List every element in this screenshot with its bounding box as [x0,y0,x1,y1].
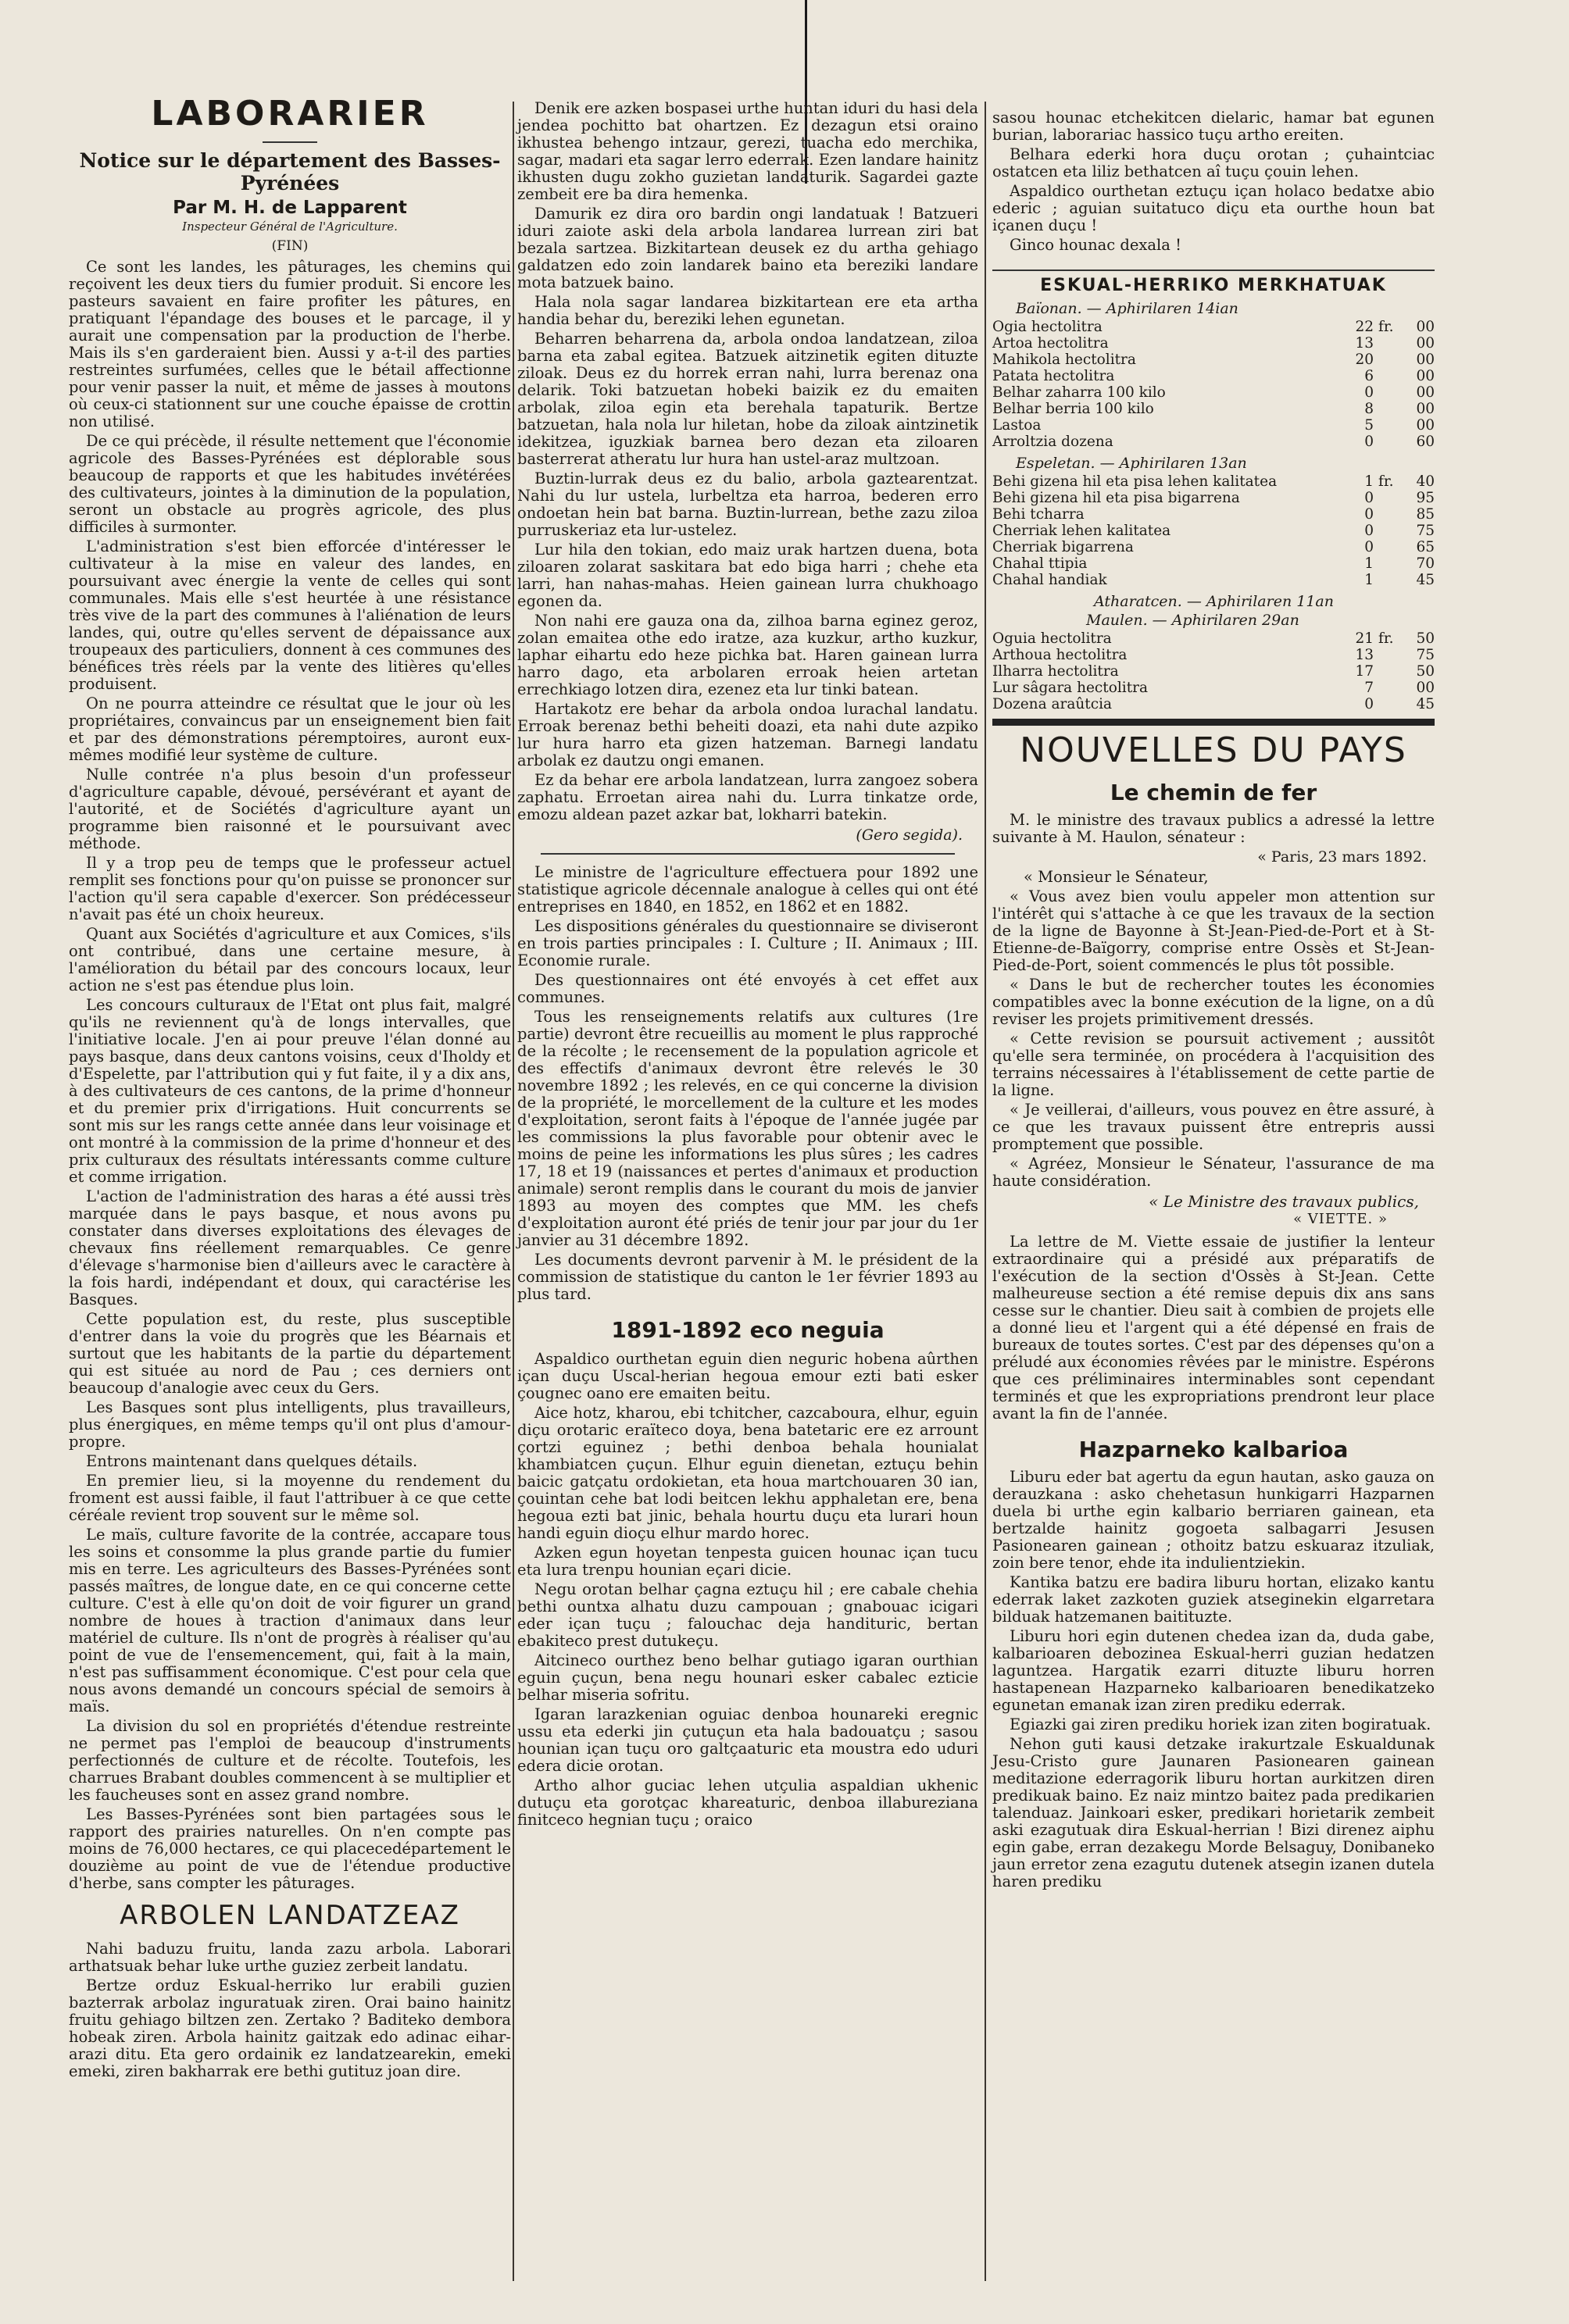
price-row: Belhar zaharra 100 kilo 0 00 [992,384,1435,401]
article-body-chemin-de-fer [992,812,1435,1423]
section-title-nouvelles: NOUVELLES DU PAYS [1020,730,1407,770]
paragraph: De ce qui précède, il résulte nettement que l'économie agricole des Basses-Pyrénées est déplorable sous beaucoup de rapports et que les habitudes invétérées des cultivateurs, jointes à la diminution de la population, seront un obstacle au progrès agricole, des plus difficiles à surmonter. [69,432,511,536]
paragraph: Negu orotan belhar çagna eztuçu hil ; ere cabale chehia bethi ountxa alhatu duzu campouan ; gnabouac icigari eder içan tuçu ; falouchac deja handituric, bertan ebakiteco prest dutukeçu. [517,1580,978,1650]
paragraph: Belhara ederki hora duçu orotan ; çuhaintciac ostatcen eta liliz bethatcen aî tuçu çouin lehen. [992,145,1435,180]
section-divider-heavy [992,719,1435,726]
price-row: Lur sâgara hectolitra 7 00 [992,680,1435,696]
paragraph: Nulle contrée n'a plus besoin d'un professeur d'agriculture capable, dévoué, persévérant et ayant de l'autorité, et de Sociétés d'agriculture ayant un programme bien raisonné et le poursuivant avec méthode. [69,766,511,852]
column-divider-2 [985,102,986,2281]
article-body-arbolen [69,1940,511,2080]
letter-signature-title: « Le Ministre des travaux publics, [1149,1192,1419,1211]
letter-salutation: « Monsieur le Sénateur, [1024,868,1209,886]
paragraph: Aitcineco ourthez beno belhar gutiago igaran ourthian eguin çuçun, bena negu hounari esker cabalec ezticie belhar miseria sofritu. [517,1651,978,1704]
paragraph: Beharren beharrena da, arbola ondoa landatzean, ziloa barna eta zabal egitea. Batzuek aitzinetik egiten dituzte ziloak. Deus ez du horrek erran nahi, lurra berenaz ona delarik. Toki batzuetan hobeki baizik ez du emaiten arbolak, ziloa egin eta berehala tapaturik. Bertze batzuetan, hala nola lur hiletan, hobe da ziloak aintzinetik idekitzea, iguzkiak barnea bero dezan eta ziloaren basterrerat atheratu lur hura han ustel-araz multzoan. [517,330,978,468]
paragraph: Liburu eder bat agertu da egun hautan, asko gauza on derauzkana : asko chehetasun hunkigarri Hazparnen duela bi urthe egin kalbario berriaren gainean, eta bertzalde hainitz gogoeta salbagarri Jesusen Pasionearen gainean ; othoitz batzu eskuaraz itzuliak, zoin bere tenor, ehde ita indulientziekin. [992,1468,1435,1572]
paragraph: Denik ere azken bospasei urthe huntan iduri du hasi dela jendea pochitto bat ohartzen. Ez dezagun etsi oraino ikhustea behengo intzaur, gerezi, tuacha edo merchika, sagar, madari eta sagar lerro ederrak. Ezen landare hainitz ikhusten dugu zokho guzietan landaturik. Sagardei gazte zembeit ere ba dira hemenka. [517,99,978,203]
price-table [992,473,1435,588]
statistics-notice [517,864,978,1303]
paragraph: Hala nola sagar landarea bizkitartean ere eta artha handia behar du, bereziki lehen egunetan. [517,293,978,328]
paragraph: Hartakotz ere behar da arbola ondoa lurachal landatu. Erroak berenaz bethi beheiti doazi, eta nahi dute azpiko lur hura harro eta gizen hatzeman. Barnegi landatu arbolak ez dautzu ongi emanen. [517,700,978,769]
paragraph: Ce sont les landes, les pâturages, les chemins qui reçoivent les deux tiers du fumier produit. Si encore les pasteurs savaient en faire profiter les pâtures, en pratiquant l'épandage des bouses et le parcage, il y aurait une compensation par la production de l'herbe. Mais ils s'en garderaient bien. Aussi y a-t-il des parties restreintes surfumées, celles que le bétail affectionne pour venir passer la nuit, et même de jasses à moutons où ceux-ci stationnent sur une couche épaisse de crottin non utilisé. [69,258,511,430]
paragraph: Egiazki gai ziren prediku horiek izan ziten bogiratuak. [1010,1715,1431,1733]
paragraph: On ne pourra atteindre ce résultat que le jour où les propriétaires, convaincus par un enseignement bien fait et par des démonstrations péremptoires, auront eux-mêmes modifié leur système de culture. [69,694,511,764]
price-row: Belhar berria 100 kilo 8 00 [992,401,1435,417]
price-table [992,630,1435,712]
paragraph: Tous les renseignements relatifs aux cultures (1re partie) devront être recueillis au moment le plus rapproché de la récolte ; le recensement de la population agricole et des effectifs d'animaux devront être relevés le 30 novembre 1892 ; les relevés, en ce qui concerne la division de la propriété, le morcellement de la culture et les modes d'exploitation, seront faits à l'époque de l'année jugée par les commissions la plus favorable pour obtenir avec le moins de peine les informations les plus sûres ; les cadres 17, 18 et 19 (naissances et pertes d'animaux et production animale) seront remplis dans le courant du mois de janvier 1893 au moyen des comptes que MM. les chefs d'exploitation auront été priés de tenir jour par jour du 1er janvier au 31 décembre 1892. [517,1008,978,1249]
paragraph: Cette population est, du reste, plus susceptible d'entrer dans la voie du progrès que les Béarnais et surtout que les habitants de la partie du département qui est située au nord de Pau ; ces derniers ont beaucoup d'analogie avec ceux du Gers. [69,1310,511,1397]
price-row: Artoa hectolitra 13 00 [992,335,1435,352]
market-location: Atharatcen. — Aphirilaren 11an [1094,593,1334,610]
paragraph: L'administration s'est bien efforcée d'intéresser le cultivateur à la mise en valeur des landes, en poursuivant avec énergie la vente de celles qui sont communales. Mais elle s'est heurtée à une résistance très vive de la part des communes à l'aliénation de leurs landes, qui, outre qu'elles servent de dépaissance aux troupeaux des particuliers, donnent à ces communes des bénéfices très réels par la vente des litières qu'elles produisent. [69,537,511,693]
column-right [992,109,1435,1893]
market-section-espeleta [992,455,1435,588]
paragraph: Il y a trop peu de temps que le professeur actuel remplit ses fonctions pour qu'on puisse se prononcer sur l'action qu'il sera capable d'exercer. Son prédécesseur n'avait pas été un choix heureux. [69,854,511,923]
price-row: Behi gizena hil eta pisa lehen kalitatea 1 fr. 40 [992,473,1435,490]
title-rule [263,141,317,143]
market-location: Maulen. — Aphirilaren 29an [1086,612,1299,629]
section-title-neguia: 1891-1892 eco neguia [611,1317,885,1343]
section-title-arbolen: ARBOLEN LANDATZEAZ [120,1900,460,1931]
paragraph: « Vous avez bien voulu appeler mon attention sur l'intérêt qui s'attache à ce que les travaux de la section de la ligne de Bayonne à St-Jean-Pied-de-Port et à St-Etienne-de-Baïgorry, comprise entre Ossès et St-Jean-Pied-de-Port, soient commencés le plus tôt possible. [992,887,1435,974]
price-row: Cherriak bigarrena 0 65 [992,539,1435,555]
paragraph: Artho alhor guciac lehen utçulia aspaldian ukhenic dutuçu eta gorotçac khareaturic, denboa illabureziana finitceco hegnian tuçu ; oraico [517,1776,978,1829]
paragraph: Les Basses-Pyrénées sont bien partagées sous le rapport des prairies naturelles. On n'en compte pas moins de 76,000 hectares, ce qui placecedépartement le douzième au point de vue de l'étendue productive d'herbe, sans compter les pâturages. [69,1805,511,1892]
market-section-maule [992,593,1435,712]
subsection-title-chemin-de-fer: Le chemin de fer [1110,780,1317,805]
article-body-arbolen-continued [517,100,978,823]
article-body-neguia-continued [992,109,1435,254]
paragraph: Les dispositions générales du questionnaire se diviseront en trois parties principales : I. Culture ; II. Animaux ; III. Economie rurale. [517,917,978,969]
section-divider [541,853,955,855]
paragraph: La lettre de M. Viette essaie de justifier la lenteur extraordinaire qui a présidé aux préparatifs de l'exécution de la section d'Ossès à St-Jean. Cette malheureuse section a été remise depuis dix ans sans cesse sur le chantier. Dieu sait à combien de projets elle a donné lieu et l'argent qui a été dépensé en frais de bureaux de toutes sortes. C'est par des dépenses qu'on a préludé aux économies rêvées par le ministre. Espérons que ces préliminaires interminables sont cependant terminés et que les expropriations prendront leur place avant la fin de l'année. [992,1233,1435,1423]
section-title-laborarier: LABORARIER [151,94,429,134]
paragraph: En premier lieu, si la moyenne du rendement du froment est aussi faible, il faut l'attribuer à ce que cette céréale revient trop souvent sur le même sol. [69,1472,511,1524]
paragraph: Damurik ez dira oro bardin ongi landatuak ! Batzueri iduri zaiote aski dela arbola landarea lurrean ziri bat bezala sartzea. Bizkitartean deusek ez du artha gehiago galdatzen edo zoin landarek baino eta bereziki landare mota batzuek baino. [517,205,978,291]
subsection-title-kalbarioa: Hazparneko kalbarioa [1078,1437,1349,1462]
price-row: Mahikola hectolitra 20 00 [992,352,1435,368]
paragraph: Azken egun hoyetan tenpesta guicen hounac içan tucu eta lura trenpu hounian eçari dicie. [517,1544,978,1579]
paragraph: « Cette revision se poursuit activement ; aussitôt qu'elle sera terminée, on procédera à l'acquisition des terrains nécessaires à l'établissement de cette partie de la ligne. [992,1030,1435,1099]
paragraph: sasou hounac etchekitcen dielaric, hamar bat egunen burian, laborariac hassico tuçu artho ereiten. [992,109,1435,144]
fin-marker: (FIN) [271,238,309,254]
paragraph: Ginco hounac dexala ! [1010,236,1181,254]
price-row: Arthoua hectolitra 13 75 [992,647,1435,663]
price-row: Chahal handiak 1 45 [992,572,1435,588]
paragraph: Le ministre de l'agriculture effectuera pour 1892 une statistique agricole décennale analogue à celles qui ont été entreprises en 1840, en 1852, en 1862 et en 1882. [517,863,978,916]
column-middle [517,100,978,1831]
paragraph: « Dans le but de rechercher toutes les économies compatibles avec la bonne exécution de la ligne, on a dû reviser les projets primitivement dressés. [992,976,1435,1028]
byline-role: Inspecteur Général de l'Agriculture. [182,220,398,234]
paragraph: Ez da behar ere arbola landatzean, lurra zangoez sobera zaphatu. Erroetan airea nahi du. Lurra tinkatze orde, emozu aldean pazet azkar bat, lokharri batekin. [517,771,978,823]
paragraph: L'action de l'administration des haras a été aussi très marquée dans le pays basque, et nous avons pu constater dans diverses exploitations des élevages de chevaux fins réellement remarquables. Ce genre d'élevage s'harmonise bien d'ailleurs avec le caractère à la fois hardi, indépendant et doux, qui caractérise les Basques. [69,1187,511,1308]
column-divider-1 [513,102,514,2281]
paragraph: Igaran larazkenian oguiac denboa hounareki eregnic ussu eta ederki jin çutuçun eta hala badouatçu ; sasou hounian içan tuçu oro galtçaaturic eta moustra edo uduri edera dicie orotan. [517,1705,978,1775]
price-row: Ilharra hectolitra 17 50 [992,663,1435,680]
paragraph: Aspaldico ourthetan eztuçu içan holaco bedatxe abio ederic ; aguian suitatuco diçu eta ourthe houn bat içanen duçu ! [992,182,1435,234]
price-row: Cherriak lehen kalitatea 0 75 [992,523,1435,539]
price-row: Behi gizena hil eta pisa bigarrena 0 95 [992,490,1435,506]
article-byline: Par M. H. de Lapparent [173,198,407,218]
article-body-laborarier [69,259,511,1892]
market-location: Espeletan. — Aphirilaren 13an [1016,455,1247,472]
column-left [69,86,511,2083]
price-row: Dozena araûtcia 0 45 [992,696,1435,712]
price-row: Ogia hectolitra 22 fr. 00 [992,319,1435,335]
paragraph: Nahi baduzu fruitu, landa zazu arbola. Laborari arthatsuak behar luke urthe guziez zerbeit landatu. [69,1940,511,1975]
paragraph: Buztin-lurrak deus ez du balio, arbola gaztearentzat. Nahi du lur ustela, lurbeltza eta harroa, bederen erro ondoetan hein bat barna. Buztin-lurrean, bethe zazu ziloa purruskeriaz eta lur-ustelez. [517,469,978,539]
price-row: Lastoa 5 00 [992,417,1435,434]
price-row: Arroltzia dozena 0 60 [992,434,1435,450]
letter-signature-name: « VIETTE. » [1293,1211,1388,1227]
paragraph: « Je veillerai, d'ailleurs, vous pouvez en être assuré, à ce que les travaux puissent être entrepris aussi promptement que possible. [992,1101,1435,1153]
letter-dateline: « Paris, 23 mars 1892. [1257,848,1427,866]
paragraph: Liburu hori egin dutenen chedea izan da, duda gabe, kalbarioaren debozinea Eskual-herri guzian hedatzen laguntzea. Hargatik ezarri dituzte liburu horren hastapenean Hazparneko kalbarioaren benedikatzeko egunetan emanak izan ziren prediku ederrak. [992,1627,1435,1714]
paragraph: Nehon guti kausi detzake irakurtzale Eskualdunak Jesu-Cristo gure Jaunaren Pasionearen gainean meditazione ederragorik liburu hortan aurkitzen diren predikuak baino. Ez naiz mintzo baitez pada predikarien talenduaz. Jainkoari esker, predikari horietarik zembeit aski ezagutuak dira Eskual-herrian ! Bizi direnez aiphu egin gabe, erran dezakegu Morde Belsaguy, Donibaneko jaun erretor zena ezagutu dutenek atsegin izanen dutela haren prediku [992,1735,1435,1890]
price-row: Patata hectolitra 6 00 [992,368,1435,384]
price-row: Behi tcharra 0 85 [992,506,1435,523]
paragraph: Lur hila den tokian, edo maiz urak hartzen duena, bota ziloaren zolarat saskitara bat edo biga harri ; chehe eta larri, han nahas-mahas. Heien gainean lurra chukhoago egonen da. [517,541,978,610]
price-row: Chahal ttipia 1 70 [992,555,1435,572]
paragraph: Les concours culturaux de l'Etat ont plus fait, malgré qu'ils ne reviennent qu'à de longs intervalles, que l'initiative locale. J'en ai pour preuve l'élan donné au pays basque, dans deux cantons voisins, ceux d'Iholdy et d'Espelette, par l'attribution qui y fut faite, il y a dix ans, à des cultivateurs de ces cantons, de la prime d'honneur et du premier prix d'irrigations. Huit concurrents se sont mis sur les rangs cette année dans leur voisinage et ont montré à la commission de la prime d'honneur et des prix culturaux des résultats intéressants comme culture et comme irrigation. [69,996,511,1186]
price-table [992,319,1435,450]
paragraph: Quant aux Sociétés d'agriculture et aux Comices, s'ils ont contribué, dans une certaine mesure, à l'amélioration du bétail par des concours locaux, leur action ne s'est pas étendue plus loin. [69,925,511,994]
paragraph: Aice hotz, kharou, ebi tchitcher, cazcaboura, elhur, eguin diçu orotaric eraïteco doya, bena batetaric ere ez arrount çortzi eguinez ; bethi denboa behala hounialat khambiatcen çuçun. Elhur eguin dienetan, eztuçu behin baicic gatçatu ordokietan, eta houa martchouaren 30 ian, çouintan cehe bat lodi beitcen lekhu apphaletan ere, bena hegoua ezti bat jinic, behala hourtu duçu eta lurari houn handi eguin dioçu elhur mardo horec. [517,1404,978,1542]
paragraph: Aspaldico ourthetan eguin dien neguric hobena aûrthen içan duçu Uscal-herian hegoua emour ezti bati esker çougnec oano ere emaiten beitu. [517,1350,978,1402]
paragraph: Des questionnaires ont été envoyés à cet effet aux communes. [517,971,978,1006]
article-body-neguia [517,1351,978,1829]
market-location: Baïonan. — Aphirilaren 14ian [1016,300,1238,317]
paragraph: La division du sol en propriétés d'étendue restreinte ne permet pas l'emploi de beaucoup d'instruments perfectionnés de culture et de récolte. Toutefois, les charrues Brabant doubles commencent à se multiplier et les faucheuses sont en assez grand nombre. [69,1717,511,1804]
paragraph: Kantika batzu ere badira liburu hortan, elizako kantu ederrak laket zazkoten guziek atseginekin elgarretara bilduak hatzemanen baitituzte. [992,1573,1435,1626]
market-section-baiona [992,300,1435,450]
paragraph: « Agréez, Monsieur le Sénateur, l'assurance de ma haute considération. [992,1155,1435,1190]
price-row: Oguia hectolitra 21 fr. 50 [992,630,1435,647]
paragraph: Le maïs, culture favorite de la contrée, accapare tous les soins et consomme la plus grande partie du fumier mis en terre. Les agriculteurs des Basses-Pyrénées sont passés maîtres, de longue date, en ce qui concerne cette culture. C'est à elle qu'on doit de voir figurer un grand nombre de houes à traction d'animaux dans leur matériel de culture. Ils n'ont de progrès à réaliser qu'au point de vue de l'ensemencement, qui, fait à la main, n'est pas suffisamment économique. C'est pour cela que nous avons demandé un concours spécial de semoirs à maïs. [69,1526,511,1715]
paragraph: Les Basques sont plus intelligents, plus travailleurs, plus énergiques, en même temps qu'il ont plus d'amour-propre. [69,1398,511,1451]
paragraph: Les documents devront parvenir à M. le président de la commission de statistique du canton le 1er février 1893 au plus tard. [517,1251,978,1303]
paragraph: M. le ministre des travaux publics a adressé la lettre suivante à M. Haulon, sénateur : [992,811,1435,846]
article-body-kalbarioa [992,1469,1435,1890]
section-title-markets: ESKUAL-HERRIKO MERKHATUAK [992,270,1435,295]
paragraph: Entrons maintenant dans quelques détails. [86,1452,418,1470]
paragraph: Bertze orduz Eskual-herriko lur erabili guzien bazterrak arbolaz inguratuak ziren. Orai baino hainitz fruitu gehiago biltzen zen. Zertako ? Baditeko dembora hobeak ziren. Arbola hainitz gaitzak edo adinac eihar-arazi ditu. Eta gero ordainik ez landatzearekin, emeki emeki, ziren bakharrak ere bethi gutituz joan dire. [69,1976,511,2080]
paragraph: Non nahi ere gauza ona da, zilhoa barna eginez geroz, zolan emaitea othe edo iratze, aza kuzkur, artho kuzkur, laphar eihartu edo heze pichka bat. Haren gainean lurra harro dago, eta arbolaren erroak heien artetan errechkiago lotzen dira, ezenez eta lur tinki batean. [517,612,978,698]
article-subtitle: Notice sur le département des Basses-Pyrénées [79,149,501,195]
continued-note: (Gero segida). [856,826,963,844]
